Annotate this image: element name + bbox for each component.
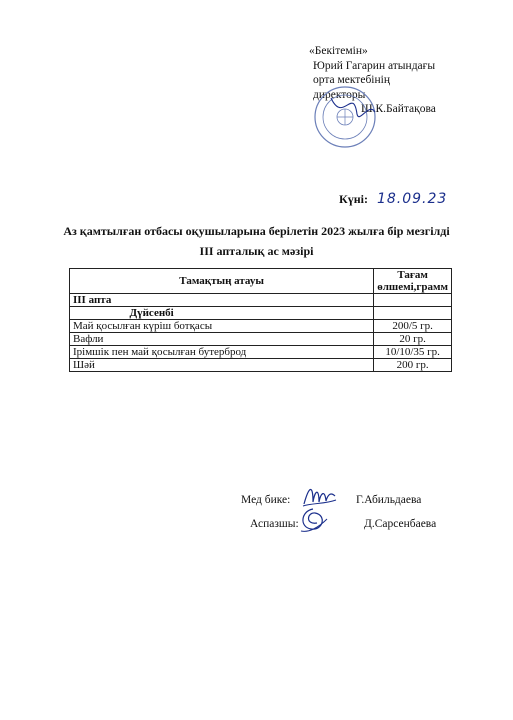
table-row — [70, 359, 452, 372]
dish-amount: 20 гр. — [374, 333, 452, 346]
table-row — [70, 346, 452, 359]
document-title: Аз қамтылған отбасы оқушыларына берілетін 2023 жылға бір мезгілді — [63, 224, 450, 238]
approval-school-line-2: орта мектебінің — [313, 74, 390, 86]
cook-name: Д.Сарсенбаева — [364, 518, 437, 530]
week-row — [70, 294, 452, 307]
table-header-row — [70, 269, 452, 294]
dish-amount: 200/5 гр. — [374, 320, 452, 333]
dish-name: Вафли — [70, 333, 374, 346]
empty-cell — [374, 307, 452, 320]
date-row — [339, 191, 447, 207]
date-label: Күні: — [339, 192, 368, 206]
empty-cell — [374, 294, 452, 307]
week-label: III апта — [70, 294, 374, 307]
dish-amount: 200 гр. — [374, 359, 452, 372]
header-dish-name: Тамақтың атауы — [70, 269, 374, 294]
table-row — [70, 333, 452, 346]
cook-signature — [297, 505, 329, 535]
document-subtitle: III апталық ас мәзірі — [199, 244, 314, 258]
menu-table — [69, 268, 452, 372]
day-row — [70, 307, 452, 320]
approval-school-line: Юрий Гагарин атындағы — [313, 59, 436, 72]
cook-label: Аспазшы: — [250, 518, 299, 530]
day-label: Дүйсенбі — [70, 307, 374, 320]
dish-name: Ірімшік пен май қосылған бутерброд — [70, 346, 374, 359]
dish-amount: 10/10/35 гр. — [374, 346, 452, 359]
table-row — [70, 320, 452, 333]
nurse-label: Мед бике: — [241, 494, 291, 506]
approval-director-name: Ш.К.Байтақова — [361, 103, 436, 115]
header-portion-size: Тағам өлшемі,грамм — [374, 269, 452, 294]
school-stamp — [313, 84, 377, 150]
dish-name: Май қосылған күріш ботқасы — [70, 320, 374, 333]
approval-position: директоры — [313, 88, 366, 101]
dish-name: Шәй — [70, 359, 374, 372]
approval-heading: «Бекітемін» — [309, 45, 368, 57]
nurse-name: Г.Абильдаева — [356, 494, 422, 506]
date-value: 18.09.23 — [376, 191, 448, 207]
